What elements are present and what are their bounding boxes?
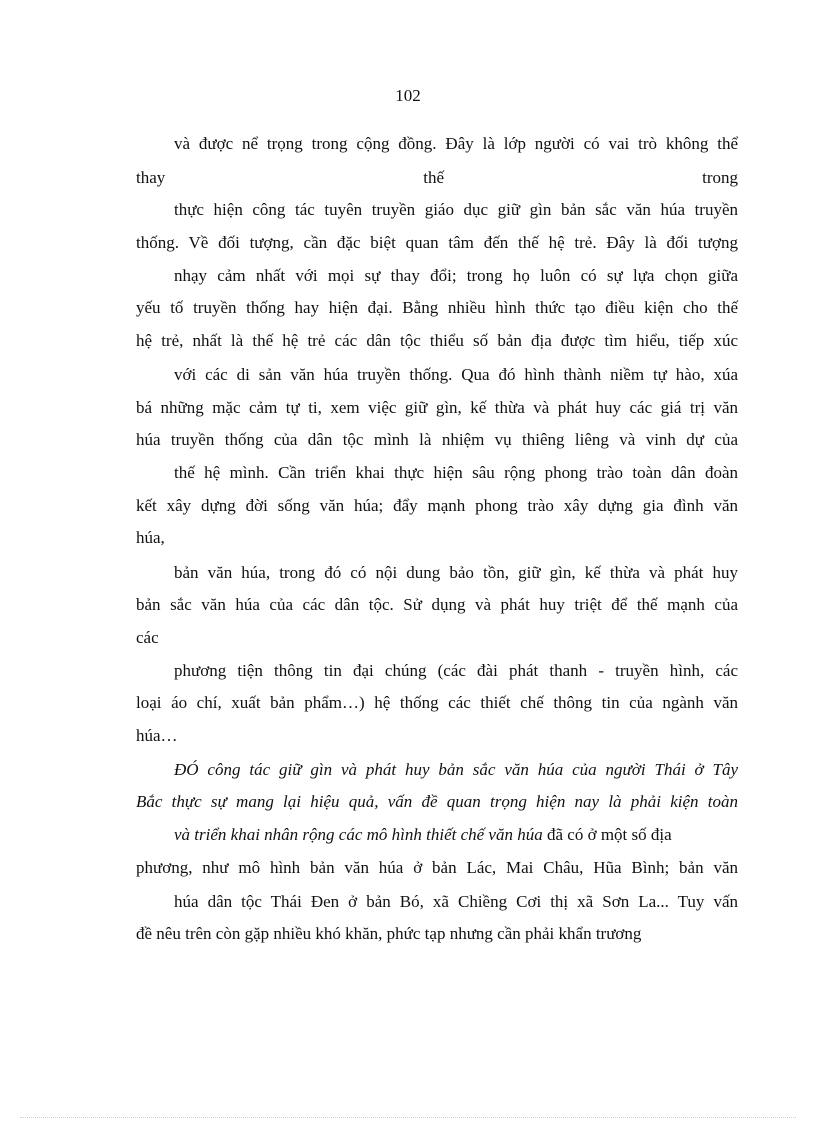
italic-span: và triển khai nhân rộng các mô hình thiết chế văn húa	[174, 825, 543, 844]
text-line: bản sắc văn húa của các dân tộc. Sử dụng và phát huy triệt để thế mạnh của	[136, 595, 738, 614]
text-line: với các di sản văn húa truyền thống. Qua đó hình thành niềm tự hào, xúa	[174, 365, 738, 384]
text-line: loại áo chí, xuất bản phẩm…) hệ thống các thiết chế thông tin của ngành văn	[136, 693, 738, 712]
text-line: bản văn húa, trong đó có nội dung bảo tồn, giữ gìn, kế thừa và phát huy	[174, 563, 738, 582]
text-line: đề nêu trên còn gặp nhiều khó khăn, phức tạp nhưng cần phải khẩn trương	[136, 924, 642, 943]
text-line: húa…	[136, 726, 178, 745]
text-line: phương tiện thông tin đại chúng (các đài phát thanh - truyền hình, các	[174, 661, 738, 680]
text-line-italic: ĐÓ công tác giữ gìn và phát huy bản sắc văn húa của người Thái ở Tây	[174, 760, 738, 779]
text-line: phương, như mô hình bản văn húa ở bản Lác, Mai Châu, Hũa Bình; bản văn	[136, 858, 738, 877]
regular-span: đã có ở một số địa	[542, 825, 672, 844]
text-line: và được nể trọng trong cộng đồng. Đây là lớp người có vai trò không thể	[174, 134, 738, 153]
text-line: yếu tố truyền thống hay hiện đại. Bằng nhiều hình thức tạo điều kiện cho thế	[136, 298, 738, 317]
text-line: húa truyền thống của dân tộc mình là nhiệm vụ thiêng liêng và vinh dự của	[136, 430, 738, 449]
page-bottom-border	[20, 1117, 796, 1118]
text-line-italic: Bắc thực sự mang lại hiệu quả, vấn đề quan trọng hiện nay là phải kiện toàn	[136, 792, 738, 811]
text-line: húa dân tộc Thái Đen ở bản Bó, xã Chiềng Cơi thị xã Sơn La... Tuy vấn	[174, 892, 738, 911]
text-line: nhạy cảm nhất với mọi sự thay đổi; trong họ luôn có sự lựa chọn giữa	[174, 266, 738, 285]
text-line: thống. Về đối tượng, cần đặc biệt quan tâm đến thế hệ trẻ. Đây là đối tượng	[136, 233, 738, 252]
text-line: các	[136, 628, 159, 647]
text-line: thế hệ mình. Cần triển khai thực hiện sâu rộng phong trào toàn dân đoàn	[174, 463, 738, 482]
text-line-mixed	[174, 824, 738, 846]
spread-word: thay	[136, 168, 166, 187]
text-line: thực hiện công tác tuyên truyền giáo dục giữ gìn bản sắc văn húa truyền	[174, 200, 738, 219]
text-line: hệ trẻ, nhất là thế hệ trẻ các dân tộc thiểu số bản địa được tìm hiểu, tiếp xúc	[136, 331, 738, 350]
spread-word: thế	[423, 168, 445, 187]
page-number: 102	[395, 86, 421, 105]
text-line-spread	[136, 167, 738, 189]
text-line: kết xây dựng đời sống văn húa; đẩy mạnh phong trào xây dựng gia đình văn	[136, 496, 738, 515]
spread-word: trong	[702, 168, 738, 187]
text-line: húa,	[136, 528, 165, 547]
text-line: bá những mặc cảm tự ti, xem việc giữ gìn, kế thừa và phát huy các giá trị văn	[136, 398, 738, 417]
